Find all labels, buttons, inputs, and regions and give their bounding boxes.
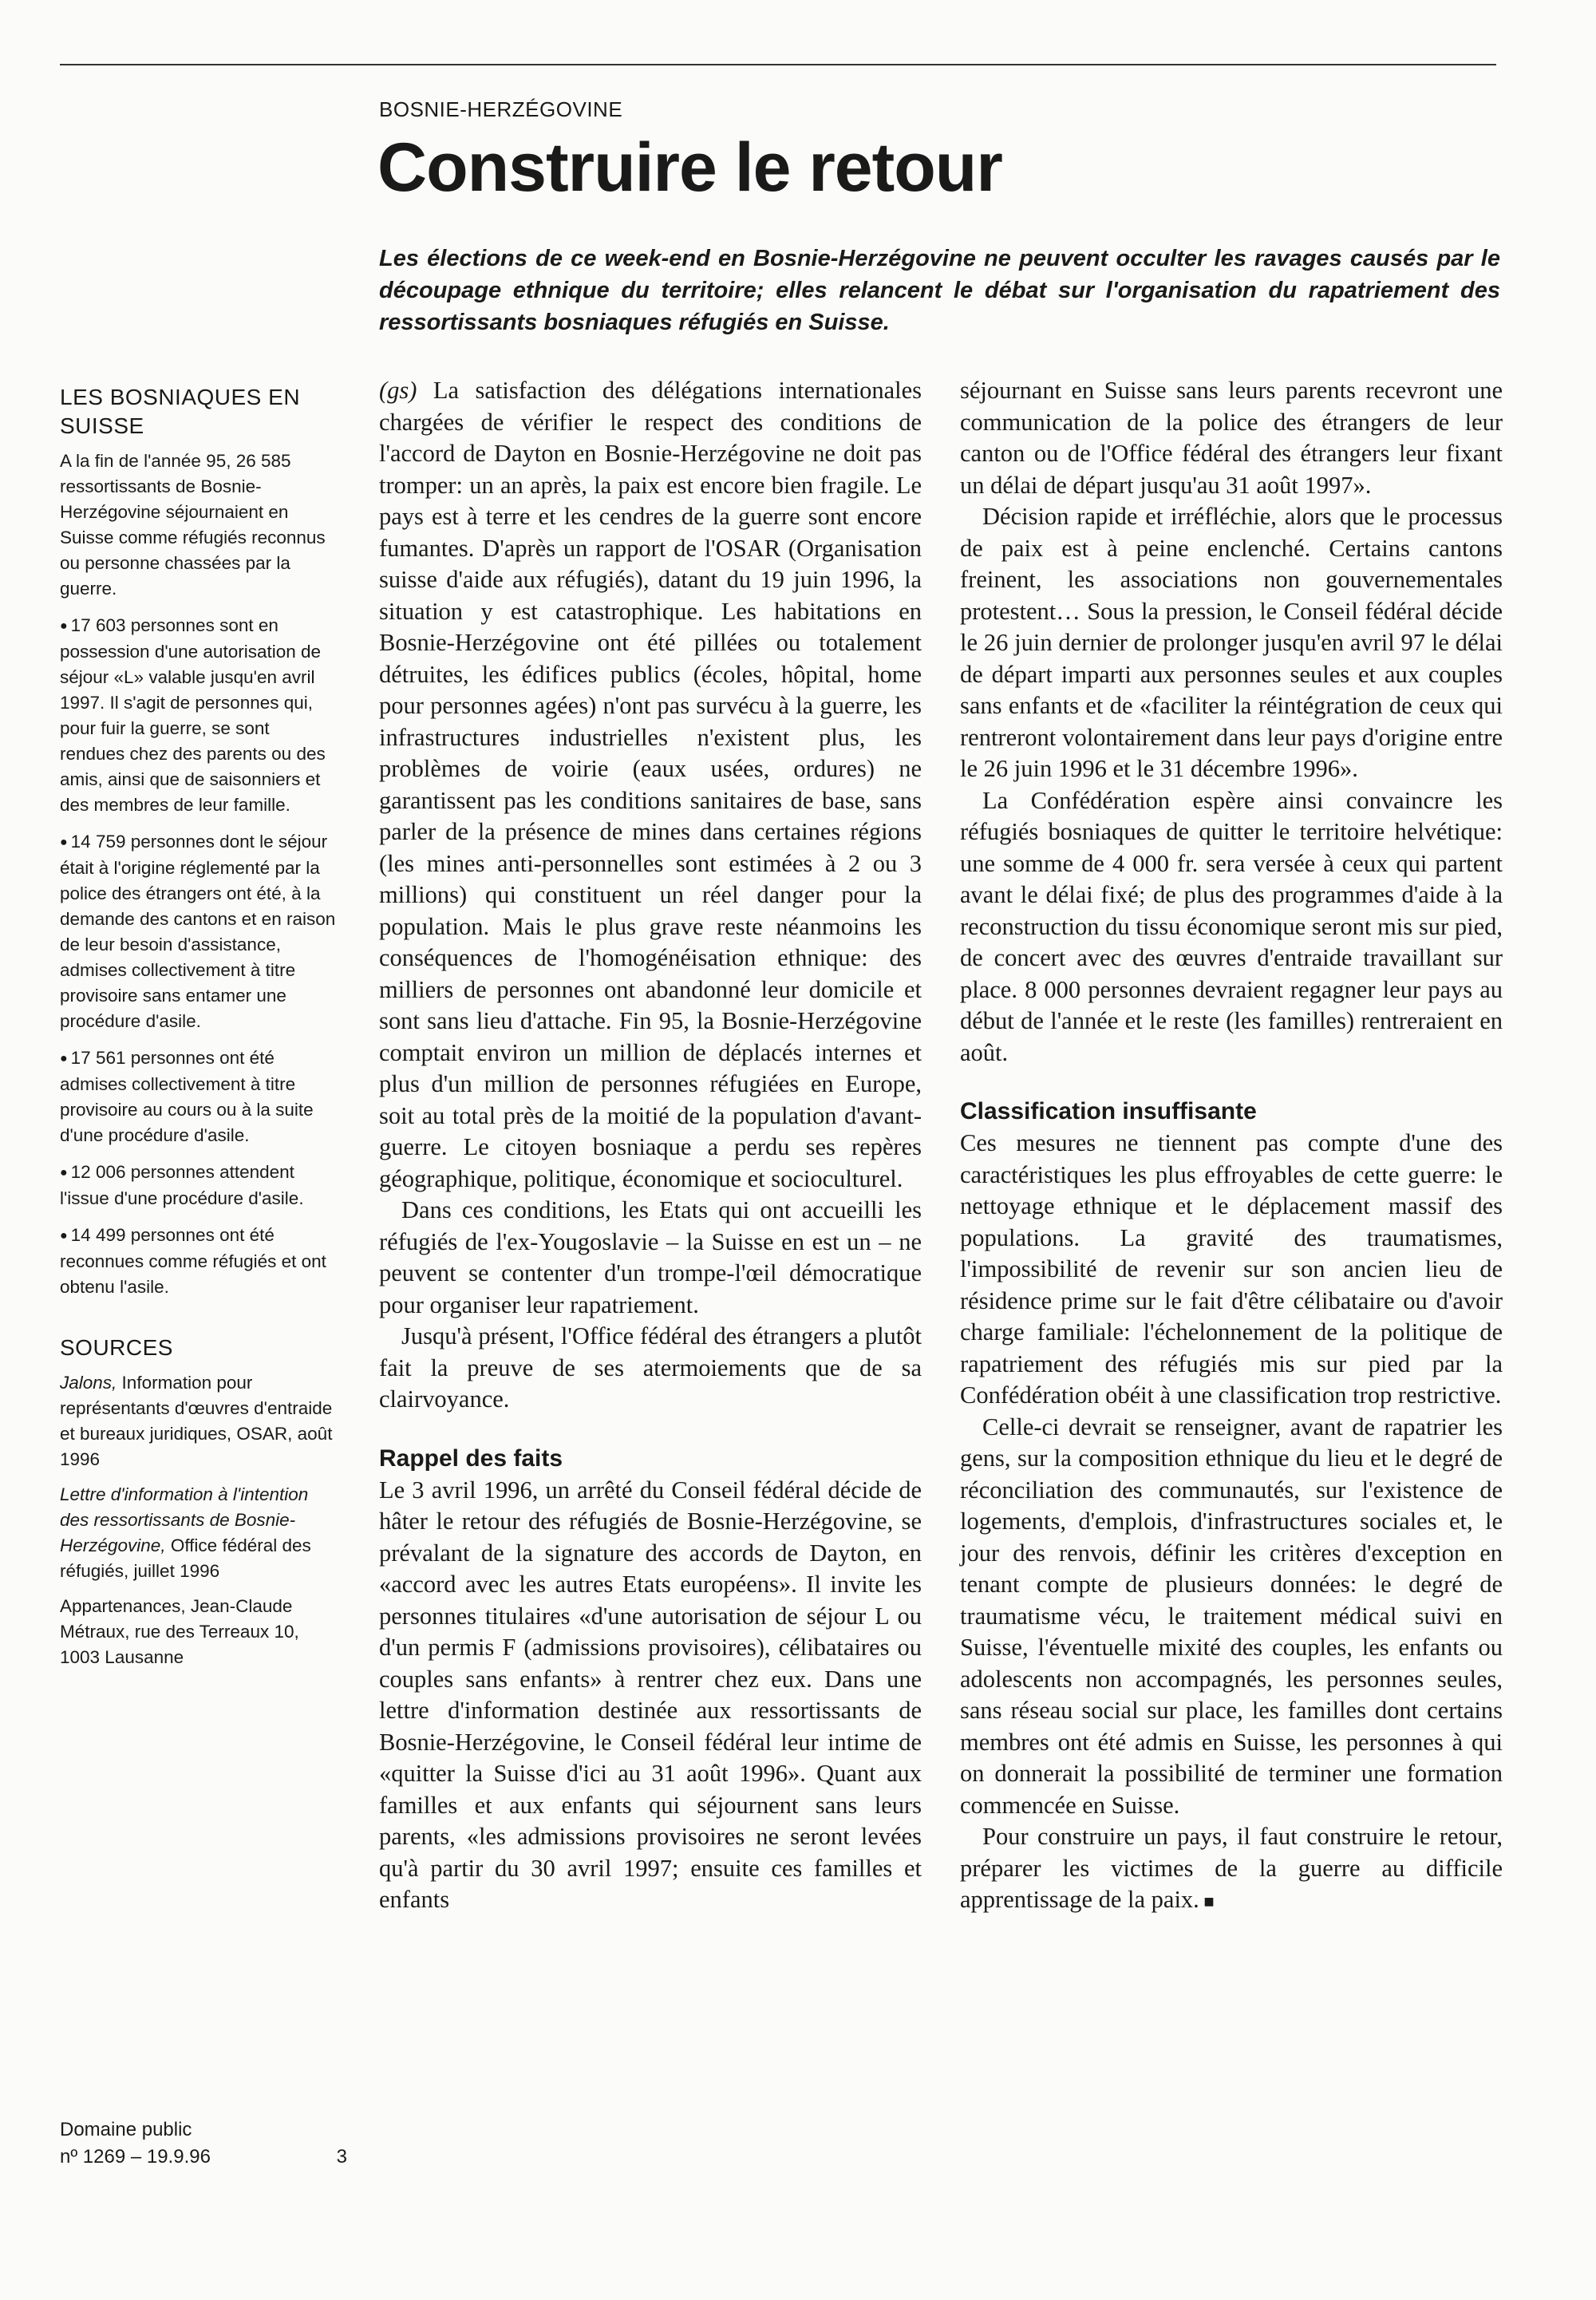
source-item: Appartenances, Jean-Claude Métraux, rue des Terreaux 10, 1003 Lausanne bbox=[60, 1596, 299, 1667]
sidebar-heading: LES BOSNIAQUES EN SUISSE bbox=[60, 385, 301, 438]
bullet-icon: ● bbox=[60, 836, 68, 849]
sources-heading: SOURCES bbox=[60, 1335, 173, 1360]
article-paragraph: Le 3 avril 1996, un arrêté du Conseil fédéral décide de hâter le retour des réfugiés de Bosnie-Herzégovine, se prévalant de la signature des accords de Dayton, en «accord avec les autres Etats européens». Il invite les personnes titulaires «d'une autorisation de séjour L ou d'un permis F (admissions provisoires), célibataires ou couples sans enfants» à rentrer chez eux. Dans une lettre d'information destinée aux ressortissants de Bosnie-Herzégovine, le Conseil fédéral leur intime de «quitter la Suisse d'ici au 31 août 1996». Quant aux familles et aux enfants qui séjournent sans leurs parents, «les admissions provisoires ne seront levées qu'à partir du 30 avril 1997; ensuite ces familles et enfants bbox=[379, 1476, 922, 1913]
publication-name: Domaine public bbox=[60, 2119, 192, 2140]
sidebar-bullet: ● 17 603 personnes sont en possession d'une autorisation de séjour «L» valable jusqu'en avril 1997. Il s'agit de personnes qui, pour fuir la guerre, se sont rendues chez des parents ou des amis, ainsi que de saisonniers et des membres de leur famille. bbox=[60, 615, 326, 815]
article-paragraph: Celle-ci devrait se renseigner, avant de rapatrier les gens, sur la composition ethnique du lieu et le degré de réconciliation des communautés, sur l'existence de logements, d'emplois, d'infrastructures sociales et, le jour des renvois, définir les critères d'exception en tenant compte de plusieurs données: le degré de traumatisme vécu, le traitement médical suivi en Suisse, l'éventuelle mixité des couples, les enfants ou adolescents non accompagnés, les personnes seules, sans réseau social sur place, les familles dont certains membres ont été admis en Suisse, les personnes à qui on donnerait la possibilité de terminer une formation commencée en Suisse. bbox=[960, 1413, 1503, 1819]
byline: (gs) bbox=[379, 377, 417, 404]
issue-info: nº 1269 – 19.9.96 bbox=[60, 2146, 211, 2168]
sidebar bbox=[60, 383, 339, 1680]
article-paragraph: Décision rapide et irréfléchie, alors que le processus de paix est à peine enclenché. Certains cantons freinent, les associations non gouvernementales protestent… Sous la pression, le Conseil fédéral décide le 26 juin dernier de prolonger jusqu'en avril 97 le délai de départ imparti aux personnes seules et aux couples sans enfants et de «faciliter la réintégration de ceux qui rentreront volontairement dans leur pays d'origine entre le 26 juin 1996 et le 31 décembre 1996». bbox=[960, 503, 1503, 782]
article-paragraph: La Confédération espère ainsi convaincre les réfugiés bosniaques de quitter le territoire helvétique: une somme de 4 000 fr. sera versée à ceux qui partent avant le délai fixé; de plus des programmes d'aide à la reconstruction du tissu économique seront mis sur pied, de concert avec des œuvres d'entraide travaillant sur place. 8 000 personnes devraient regagner leur pays au début de l'année et le reste (les familles) rentreraient en août. bbox=[960, 786, 1503, 1066]
subheading-rappel: Rappel des faits bbox=[379, 1444, 563, 1472]
article-paragraph: (gs) La satisfaction des délégations internationales chargées de vérifier le respect des conditions de l'accord de Dayton en Bosnie-Herzégovine ne doit pas tromper: un an après, la paix est encore bien fragile. Le pays est à terre et les cendres de la guerre sont encore fumantes. D'après un rapport de l'OSAR (Organisation suisse d'aide aux réfugiés), datant du 19 juin 1996, la situation y est catastrophique. Les habitations en Bosnie-Herzégovine ont été pillées ou totalement détruites, les édifices publics (écoles, hôpital, home pour personnes agées) n'ont pas survécu à la guerre, les infrastructures industrielles n'existent plus, les problèmes de voirie (eaux usées, ordures) ne garantissent pas les conditions sanitaires de base, sans parler de la présence de mines dans certaines régions (les mines anti-personnelles sont estimées à 2 ou 3 millions) qui constituent un réel danger pour la population. Mais le plus grave reste néanmoins les conséquences de l'homogénéisation ethnique: des milliers de personnes ont abandonné leur domicile et sont sans lieu d'attache. Fin 95, la Bosnie-Herzégovine comptait environ un million de déplacés internes et plus d'un million de personnes réfugiées en Europe, soit au total près de la moitié de la population d'avant-guerre. Le citoyen bosniaque a perdu ses repères géographique, politique, économique et socioculturel. bbox=[379, 377, 922, 1192]
source-item: Jalons, Information pour représentants d'œuvres d'entraide et bureaux juridiques, OSAR, août 1996 bbox=[60, 1373, 333, 1469]
bullet-icon: ● bbox=[60, 1052, 68, 1065]
section-kicker: BOSNIE-HERZÉGOVINE bbox=[379, 97, 623, 121]
sidebar-intro: A la fin de l'année 95, 26 585 ressortissants de Bosnie-Herzégovine séjournaient en Suisse comme réfugiés reconnus ou personne chassées par la guerre. bbox=[60, 451, 326, 599]
sidebar-bullet: ● 12 006 personnes attendent l'issue d'une procédure d'asile. bbox=[60, 1162, 304, 1208]
article-paragraph: Dans ces conditions, les Etats qui ont accueilli les réfugiés de l'ex-Yougoslavie – la Suisse en est un – ne peuvent se contenter d'un trompe-l'œil démocratique pour organiser leur rapatriement. bbox=[379, 1196, 922, 1318]
subheading-classification: Classification insuffisante bbox=[960, 1098, 1257, 1124]
article-paragraph: Ces mesures ne tiennent pas compte d'une des caractéristiques les plus effroyables de cette guerre: le nettoyage ethnique et le déplacement massif des populations. La gravité des traumatismes, l'impossibilité de revenir sur son ancien lieu de résidence prime sur le fait d'être célibataire ou d'avoir charge familiale: l'échelonnement de la politique de rapatriement des réfugiés mis sur pied par la Confédération obéit à une classification trop restrictive. bbox=[960, 1129, 1503, 1409]
sidebar-bullet: ● 14 499 personnes ont été reconnues comme réfugiés et ont obtenu l'asile. bbox=[60, 1225, 326, 1297]
headline: Construire le retour bbox=[377, 129, 1002, 206]
sidebar-bullet: ● 17 561 personnes ont été admises collectivement à titre provisoire au cours ou à la suite d'une procédure d'asile. bbox=[60, 1048, 314, 1145]
sidebar-bullet: ● 14 759 personnes dont le séjour était à l'origine réglementé par la police des étrangers ont été, à la demande des cantons et en raison de leur besoin d'assistance, admises collectivement à titre provisoire sans entamer une procédure d'asile. bbox=[60, 832, 336, 1031]
article-paragraph: Jusqu'à présent, l'Office fédéral des étrangers a plutôt fait la preuve de ses atermoiements que de sa clairvoyance. bbox=[379, 1322, 922, 1413]
article-column-2 bbox=[960, 375, 1503, 1918]
page-number: 3 bbox=[336, 2146, 347, 2168]
article-paragraph: Pour construire un pays, il faut construire le retour, préparer les victimes de la guerre au difficile apprentissage de la paix. ■ bbox=[960, 1823, 1503, 1913]
lead-paragraph: Les élections de ce week-end en Bosnie-Herzégovine ne peuvent occulter les ravages causés par le découpage ethnique du territoire; elles relancent le débat sur l'organisation du rapatriement des ressortissants bosniaques réfugiés en Suisse. bbox=[379, 246, 1500, 335]
end-mark: ■ bbox=[1199, 1891, 1215, 1911]
article-column-1 bbox=[379, 375, 922, 1916]
bullet-icon: ● bbox=[60, 1166, 68, 1180]
bullet-icon: ● bbox=[60, 1229, 68, 1243]
bullet-icon: ● bbox=[60, 619, 68, 633]
article-paragraph: séjournant en Suisse sans leurs parents recevront une communication de la police des étrangers de leur canton ou de l'Office fédéral des étrangers leur fixant un délai de départ jusqu'au 31 août 1997». bbox=[960, 377, 1503, 499]
top-rule bbox=[60, 64, 1496, 65]
page-footer bbox=[60, 2116, 347, 2171]
source-item: Lettre d'information à l'intention des ressortissants de Bosnie-Herzégovine, Office fédéral des réfugiés, juillet 1996 bbox=[60, 1484, 311, 1581]
